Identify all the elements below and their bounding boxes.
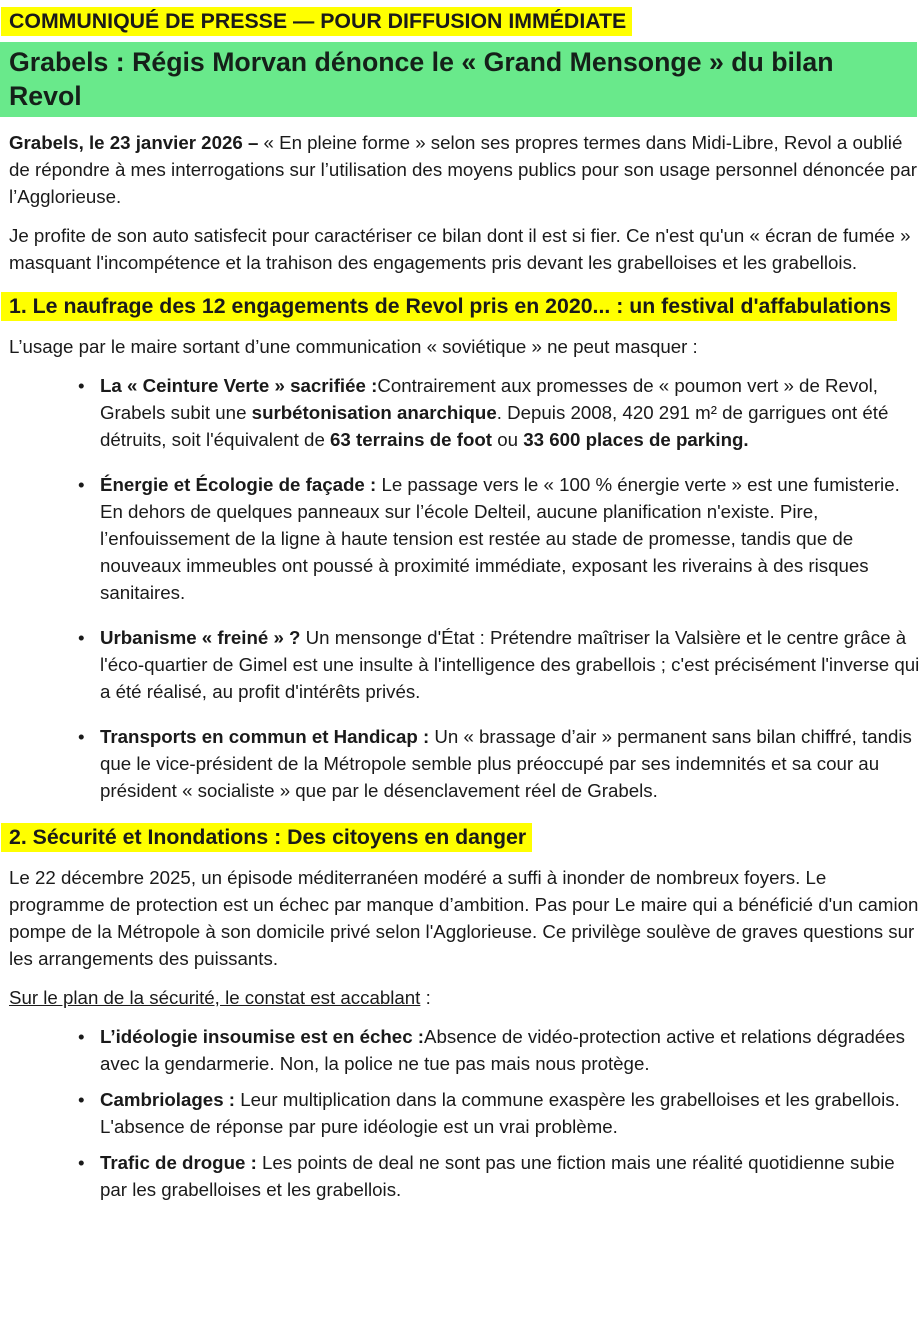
intro-paragraph xyxy=(9,222,920,276)
text-run: La « Ceinture Verte » sacrifiée : xyxy=(100,375,378,396)
text-run: Énergie et Écologie de façade : xyxy=(100,474,382,495)
dateline-paragraph xyxy=(9,129,920,210)
text-run: : xyxy=(420,987,431,1008)
text-run: Absence de vidéo-protection active et relations dégradées avec la gendarmerie. Non, la police ne tue pas mais nous protège. xyxy=(100,1026,905,1074)
document-body xyxy=(9,129,920,1203)
section-1-list xyxy=(9,372,920,804)
yellow-highlight xyxy=(1,292,897,321)
text-run: L’idéologie insoumise est en échec : xyxy=(100,1026,425,1047)
text-run: ou xyxy=(492,429,524,450)
yellow-highlight xyxy=(1,823,532,852)
list-item-ceinture-verte xyxy=(100,372,920,453)
text-run: 2. Sécurité et Inondations : Des citoyens en danger xyxy=(9,825,527,849)
section-2-heading xyxy=(9,822,920,852)
text-run: Les points de deal ne sont pas une fiction mais une réalité quotidienne subie par les grabelloises et les grabellois. xyxy=(100,1152,895,1200)
text-run: « En pleine forme » selon ses propres termes dans Midi-Libre, Revol a oublié de répondre à mes interrogations sur l’utilisation des moyens publics pour son usage personnel dénoncée par l’Agglorieuse. xyxy=(9,132,917,207)
text-run: Un « brassage d’air » permanent sans bilan chiffré, tandis que le vice-président de la Métropole semble plus préoccupé par ses indemnités et sa cour au président « socialiste » que par le désenclavement réel de Grabels. xyxy=(100,726,912,801)
text-run: Grabels, le 23 janvier 2026 – xyxy=(9,132,264,153)
text-run: Je profite de son auto satisfecit pour caractériser ce bilan dont il est si fier. Ce n'est qu'un « écran de fumée » masquant l'incompétence et la trahison des engagements pris devant les grabelloises et les grabellois. xyxy=(9,225,911,273)
list-item-trafic xyxy=(100,1149,920,1203)
text-run: Le passage vers le « 100 % énergie verte » est une fumisterie. En dehors de quelques panneaux sur l’école Delteil, aucune planification n'existe. Pire, l’enfouissement de la ligne à haute tension est restée au stade de promesse, tandis que de nouveaux immeubles ont poussé à proximité immédiate, exposant les riverains à des risques sanitaires. xyxy=(100,474,900,603)
section-1-heading xyxy=(9,291,920,321)
list-item-cambriolages xyxy=(100,1086,920,1140)
text-run: Cambriolages : xyxy=(100,1089,241,1110)
text-run: Un mensonge d'État : Prétendre maîtriser la Valsière et le centre grâce à l'éco-quartier de Gimel est une insulte à l'intelligence des grabellois ; c'est précisément l'inverse qui a été réalisé, au profit d'intérêts privés. xyxy=(100,627,920,702)
text-run: Sur le plan de la sécurité, le constat est accablant xyxy=(9,987,421,1008)
headline-text: Grabels : Régis Morvan dénonce le « Grand Mensonge » du bilan Revol xyxy=(9,47,834,111)
section-1-lead xyxy=(9,333,920,360)
text-run: . Depuis 2008, 420 291 m² de garrigues ont été détruits, soit l'équivalent de xyxy=(100,402,889,450)
section-2-paragraph xyxy=(9,864,920,972)
text-run: surbétonisation anarchique xyxy=(251,402,497,423)
section-2-list xyxy=(9,1023,920,1203)
text-run: 63 terrains de foot xyxy=(330,429,493,450)
list-item-energie xyxy=(100,471,920,606)
text-run: Trafic de drogue : xyxy=(100,1152,262,1173)
text-run: Contrairement aux promesses de « poumon vert » de Revol, Grabels subit une xyxy=(100,375,878,423)
list-item-ideologie xyxy=(100,1023,920,1077)
kicker-heading xyxy=(9,8,920,34)
text-run: Transports en commun et Handicap : xyxy=(100,726,435,747)
list-item-transports xyxy=(100,723,920,804)
list-item-urbanisme xyxy=(100,624,920,705)
text-run: 1. Le naufrage des 12 engagements de Revol pris en 2020... : un festival d'affabulations xyxy=(9,294,892,318)
section-2-security-lead xyxy=(9,984,920,1011)
text-run: Leur multiplication dans la commune exaspère les grabelloises et les grabellois. L'absence de réponse par pure idéologie est un vrai problème. xyxy=(100,1089,900,1137)
text-run: Urbanisme « freiné » ? xyxy=(100,627,306,648)
text-run: 33 600 places de parking. xyxy=(523,429,749,450)
text-run: Le 22 décembre 2025, un épisode méditerranéen modéré a suffi à inonder de nombreux foyers. Le programme de protection est un échec par manque d’ambition. Pas pour Le maire qui a bénéficié d'un camion pompe de la Métropole à son domicile privé selon l'Agglorieuse. Ce privilège soulève de graves questions sur les arrangements des puissants. xyxy=(9,867,919,969)
headline-banner xyxy=(0,42,917,117)
kicker-text: COMMUNIQUÉ DE PRESSE — POUR DIFFUSION IMMÉDIATE xyxy=(1,7,632,36)
text-run: L’usage par le maire sortant d’une communication « soviétique » ne peut masquer : xyxy=(9,336,698,357)
